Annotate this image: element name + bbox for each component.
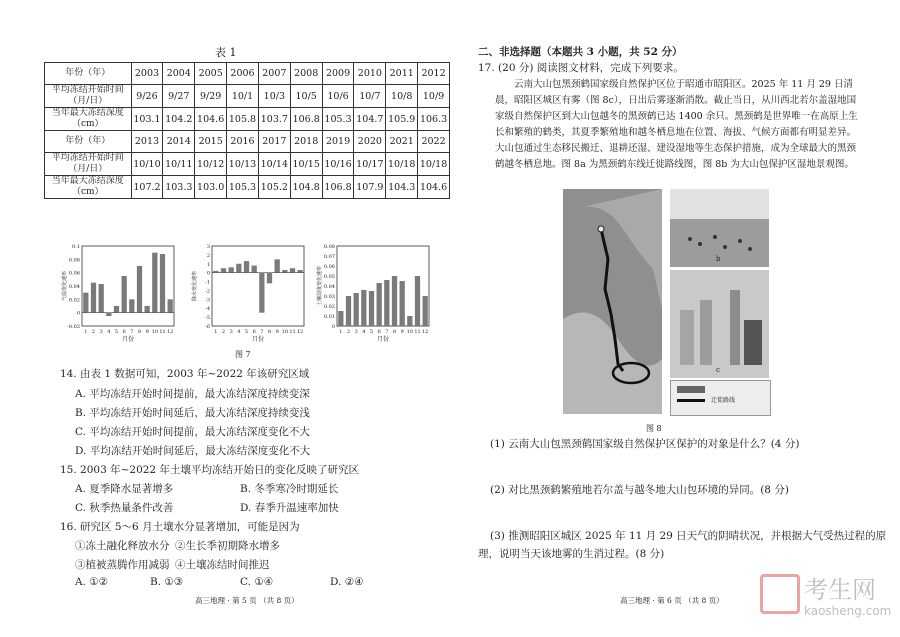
table-cell: 2003 <box>131 63 163 85</box>
table-cell: 107.2 <box>131 176 163 199</box>
table-cell: 2020 <box>354 131 386 153</box>
table-cell: 9/29 <box>195 85 227 108</box>
table-cell: 2014 <box>163 131 195 153</box>
table-cell: 106.3 <box>418 108 450 131</box>
q15-option-b[interactable]: B. 冬季寒冷时期延长 <box>240 483 339 495</box>
y-tick-label: 3 <box>206 244 210 250</box>
figure-8b-wetland-photo <box>670 189 769 267</box>
x-tick-label: 1 <box>339 329 343 335</box>
bar-month-1 <box>338 311 343 326</box>
y-tick-label: -3 <box>205 297 210 304</box>
table-cell: 107.9 <box>354 176 386 199</box>
bar-month-11 <box>160 254 165 313</box>
bar-month-3 <box>229 267 234 272</box>
y-tick-label: 0.1 <box>72 244 80 250</box>
bar-month-5 <box>114 306 119 313</box>
x-tick-label: 9 <box>400 329 404 335</box>
y-tick-label: 0.03 <box>323 294 335 300</box>
table-cell: 10/7 <box>354 85 386 108</box>
bar-month-10 <box>152 253 157 313</box>
table-cell: 104.3 <box>386 176 418 199</box>
x-tick-label: 5 <box>369 329 374 335</box>
x-axis-label: 月份 <box>376 336 390 343</box>
kaosheng-watermark <box>760 568 895 630</box>
x-tick-label: 3 <box>229 329 233 335</box>
bar-month-11 <box>415 276 420 326</box>
table-cell: 9/27 <box>163 85 195 108</box>
figure-7-charts <box>60 240 430 351</box>
table-row <box>45 153 450 176</box>
label-b: b <box>716 255 721 263</box>
section-heading: 二、非选择题（本题共 3 小题，共 52 分） <box>478 46 683 58</box>
bar-month-2 <box>346 296 351 326</box>
q14-option-d[interactable]: D. 平均冻结开始时间延后，最大冻结深度变化不大 <box>75 445 311 457</box>
table-cell: 10/13 <box>227 153 259 176</box>
bar-month-12 <box>423 296 428 326</box>
y-tick-label: -5 <box>205 315 210 322</box>
right-footer: 高三地理 · 第 6 页 （共 8 页） <box>620 596 724 605</box>
migration-route-map <box>563 189 662 414</box>
q14-option-c[interactable]: C. 平均冻结开始时间提前，最大冻结深度变化不大 <box>75 426 310 438</box>
table-cell: 104.8 <box>290 176 322 199</box>
table-cell: 106.8 <box>322 176 354 199</box>
table-cell: 10/5 <box>290 85 322 108</box>
bar-month-9 <box>275 259 280 272</box>
figure-7-caption: 图 7 <box>235 350 251 359</box>
x-tick-label: 10 <box>281 329 289 335</box>
y-tick-label: 0.04 <box>323 284 335 290</box>
chart-frame <box>212 246 304 326</box>
q16-stem: 16. 研究区 5～6 月土壤水分显著增加，可能是因为 <box>60 521 300 533</box>
y-tick-label: -4 <box>205 306 210 313</box>
watermark-en: kaosheng.com <box>804 604 892 618</box>
table-row <box>45 85 450 108</box>
x-tick-label: 2 <box>91 329 96 335</box>
y-axis-label: 气温变化速率 <box>62 270 68 302</box>
bar-month-1 <box>213 271 218 273</box>
bar-month-9 <box>145 306 150 313</box>
y-tick-label: 1 <box>206 261 210 268</box>
x-tick-label: 7 <box>130 329 134 335</box>
bar-month-8 <box>267 273 272 284</box>
bar-month-11 <box>290 268 295 272</box>
x-tick-label: 12 <box>296 329 304 335</box>
y-tick-label: 0.01 <box>323 314 335 320</box>
table-cell: 105.9 <box>386 108 418 131</box>
q14-stem: 14. 由表 1 数据可知，2003 年~2022 年该研究区域 <box>60 368 310 380</box>
q17-sub-3-line1: (3) 推测昭阳区城区 2025 年 11 月 29 日天气的阴晴状况，并根据大气受热过程的原 <box>490 530 887 542</box>
x-tick-label: 7 <box>385 329 389 335</box>
table-cell: 104.7 <box>354 108 386 131</box>
table-cell: 2019 <box>322 131 354 153</box>
y-tick-label: -6 <box>205 324 210 330</box>
q17-sub-1: (1) 云南大山包黑颈鹤国家级自然保护区保护的对象是什么？(4 分) <box>490 438 800 450</box>
table-cell: 2018 <box>290 131 322 153</box>
table-cell: 105.2 <box>258 176 290 199</box>
watermark-logo-icon <box>760 574 800 614</box>
table-cell: 106.8 <box>290 108 322 131</box>
table-cell: 2013 <box>131 131 163 153</box>
bar-month-4 <box>236 264 241 273</box>
table-cell: 2022 <box>418 131 450 153</box>
x-tick-label: 1 <box>84 329 88 335</box>
bar-month-2 <box>221 268 226 272</box>
table-cell: 10/6 <box>322 85 354 108</box>
q16-option-c[interactable]: C. ①④ <box>240 576 274 588</box>
bar-month-6 <box>252 266 257 273</box>
table-cell: 2007 <box>258 63 290 85</box>
table-row <box>45 63 450 85</box>
table-cell: 2006 <box>227 63 259 85</box>
table-cell: 10/18 <box>418 153 450 176</box>
bar-month-10 <box>282 270 287 273</box>
table-cell: 2005 <box>195 63 227 85</box>
table-cell: 10/8 <box>386 85 418 108</box>
table-cell: 104.6 <box>418 176 450 199</box>
y-tick-label: -1 <box>205 279 210 286</box>
q16-option-a[interactable]: A. ①② <box>75 576 109 588</box>
table-cell: 2008 <box>290 63 322 85</box>
data-table <box>44 62 450 199</box>
y-tick-label: -0.02 <box>67 324 80 330</box>
q15-option-a[interactable]: A. 夏季降水显著增多 <box>75 483 174 495</box>
x-tick-label: 8 <box>392 329 397 335</box>
row-label-cell: 年份（年） <box>45 63 132 85</box>
x-tick-label: 9 <box>145 329 149 335</box>
legend-route-label: 迁徙路线 <box>711 397 736 404</box>
row-label-cell: 当年最大冻结深度（cm） <box>45 176 132 199</box>
x-tick-label: 12 <box>166 329 174 335</box>
q16-option-b[interactable]: B. ①③ <box>150 576 184 588</box>
x-tick-label: 11 <box>159 329 166 335</box>
left-footer: 高三地理 · 第 5 页 （共 8 页） <box>195 596 299 605</box>
bar-month-7 <box>259 273 264 313</box>
bar-month-4 <box>106 313 111 316</box>
y-tick-label: 0.07 <box>323 254 335 260</box>
table-cell: 105.3 <box>227 176 259 199</box>
table-row <box>45 131 450 153</box>
x-tick-label: 11 <box>289 329 296 335</box>
y-tick-label: 0.06 <box>323 264 335 270</box>
table-cell: 10/15 <box>290 153 322 176</box>
row-label-cell: 平均冻结开始时间（月/日） <box>45 153 132 176</box>
q16-statement-2: ②生长季初期降水增多 <box>175 540 280 552</box>
bar-charts-svg <box>60 240 430 348</box>
x-tick-label: 4 <box>107 329 111 335</box>
x-tick-label: 3 <box>354 329 358 335</box>
table-title: 表 1 <box>215 46 237 59</box>
table-cell: 2015 <box>195 131 227 153</box>
bar-month-2 <box>91 283 96 313</box>
x-tick-label: 12 <box>421 329 429 335</box>
table-cell: 103.3 <box>163 176 195 199</box>
fog-photo-art <box>670 270 769 378</box>
bar-month-5 <box>369 291 374 326</box>
x-tick-label: 9 <box>275 329 279 335</box>
y-tick-label: 0 <box>331 324 335 330</box>
bar-month-10 <box>407 316 412 326</box>
bar-month-6 <box>122 276 127 313</box>
bar-month-7 <box>129 299 134 312</box>
watermark-cn: 考生网 <box>804 576 876 604</box>
table-cell: 10/10 <box>131 153 163 176</box>
table-row <box>45 108 450 131</box>
y-tick-label: 0 <box>206 270 210 277</box>
y-axis-label: 降水变化速率 <box>192 270 198 302</box>
table-cell: 2017 <box>258 131 290 153</box>
table-cell: 10/1 <box>227 85 259 108</box>
q14-option-a[interactable]: A. 平均冻结开始时间提前，最大冻结深度持续变深 <box>75 388 310 400</box>
q16-statement-3: ③植被蒸腾作用减弱 <box>75 559 170 571</box>
y-tick-label: 0.02 <box>323 304 335 310</box>
bar-month-5 <box>244 261 249 273</box>
table-cell: 2004 <box>163 63 195 85</box>
row-label-cell: 当年最大冻结深度（cm） <box>45 108 132 131</box>
table-cell: 10/18 <box>386 153 418 176</box>
table-cell: 103.1 <box>131 108 163 131</box>
figure-8-legend <box>670 380 771 416</box>
x-axis-label: 月份 <box>121 336 135 343</box>
x-tick-label: 2 <box>221 329 226 335</box>
x-tick-label: 11 <box>414 329 421 335</box>
table-cell: 105.3 <box>322 108 354 131</box>
y-tick-label: 0.08 <box>68 257 80 264</box>
table-cell: 2016 <box>227 131 259 153</box>
x-tick-label: 6 <box>377 329 381 335</box>
q14-option-b[interactable]: B. 平均冻结开始时间延后，最大冻结深度持续变浅 <box>75 407 310 419</box>
table-cell: 10/17 <box>354 153 386 176</box>
q17-sub-3-line2: 理，说明当天该地雾的生消过程。(8 分) <box>478 548 665 560</box>
label-c: c <box>716 366 720 374</box>
row-label-cell: 年份（年） <box>45 131 132 153</box>
table-cell: 105.8 <box>227 108 259 131</box>
bar-month-8 <box>137 266 142 313</box>
y-tick-label: 0.02 <box>68 297 80 304</box>
row-label-cell: 平均冻结开始时间（月/日） <box>45 85 132 108</box>
x-tick-label: 6 <box>122 329 126 335</box>
x-tick-label: 4 <box>362 329 366 335</box>
q16-statement-4: ④土壤冻结时间推迟 <box>175 559 270 571</box>
q17-heading: 17. (20 分) 阅读图文材料，完成下列要求。 <box>478 62 684 74</box>
table-cell: 103.0 <box>195 176 227 199</box>
x-tick-label: 4 <box>237 329 241 335</box>
x-tick-label: 5 <box>114 329 119 335</box>
y-axis-label: 土壤湿度变化速率 <box>317 265 323 307</box>
y-tick-label: 0.05 <box>323 274 335 280</box>
table-cell: 10/12 <box>195 153 227 176</box>
bar-month-12 <box>298 270 303 273</box>
bar-month-6 <box>377 283 382 326</box>
x-tick-label: 1 <box>214 329 218 335</box>
x-tick-label: 8 <box>267 329 272 335</box>
table-cell: 10/14 <box>258 153 290 176</box>
table-cell: 10/9 <box>418 85 450 108</box>
q16-statement-1: ①冻土融化释放水分 <box>75 540 170 552</box>
table-cell: 10/16 <box>322 153 354 176</box>
bar-month-7 <box>384 280 389 326</box>
x-tick-label: 7 <box>260 329 264 335</box>
y-tick-label: 0.06 <box>68 270 80 277</box>
x-tick-label: 6 <box>252 329 256 335</box>
table-cell: 2010 <box>354 63 386 85</box>
table-cell: 2009 <box>322 63 354 85</box>
table-cell: 2021 <box>386 131 418 153</box>
bar-month-12 <box>168 299 173 312</box>
figure-8c-fog-photo <box>670 270 769 378</box>
x-tick-label: 2 <box>346 329 351 335</box>
x-tick-label: 8 <box>137 329 142 335</box>
bar-month-3 <box>99 284 104 313</box>
legend-swatch <box>677 386 705 393</box>
y-tick-label: 2 <box>206 252 210 259</box>
table-cell: 10/11 <box>163 153 195 176</box>
legend-route-line <box>677 399 705 402</box>
x-tick-label: 10 <box>406 329 414 335</box>
bar-month-9 <box>400 281 405 326</box>
y-tick-label: -2 <box>205 288 210 295</box>
x-tick-label: 10 <box>151 329 159 335</box>
q17-passage: 云南大山包黑颈鹤国家级自然保护区位于昭通市昭阳区。2025 年 11 月 29 日清晨，昭阳区城区有雾（图 8c），日出后雾逐渐消散。截止当日，从川西北若尔盖湿地国家级自然保护区到大山包越冬的黑颈鹤已达 1400 余只。黑颈鹤是世界唯一在高原上生长和繁殖的鹤类，其夏季繁殖地和越冬栖息地在位置、海拔、气候方面都有明显差异。大山包通过生态移民搬迁、退耕还湿、建设湿地等生态保护措施，成为全球最大的黑颈鹤越冬栖息地。图 8a 为黑颈鹤东线迁徙路线图，图 8b 为大山包保护区湿地景观图。 <box>495 79 858 170</box>
figure-8a-map <box>563 189 662 414</box>
table-row <box>45 176 450 199</box>
table-cell: 2012 <box>418 63 450 85</box>
q16-option-d[interactable]: D. ②④ <box>330 576 364 588</box>
bar-month-8 <box>392 276 397 326</box>
bar-month-4 <box>361 290 366 326</box>
q15-stem: 15. 2003 年~2022 年土壤平均冻结开始日的变化反映了研究区 <box>60 464 359 476</box>
x-axis-label: 月份 <box>251 336 265 343</box>
q15-option-d[interactable]: D. 春季升温速率加快 <box>240 502 339 514</box>
q17-sub-2: (2) 对比黑颈鹤繁殖地若尔盖与越冬地大山包环境的异同。(8 分) <box>490 484 789 496</box>
table-cell: 2011 <box>386 63 418 85</box>
table-cell: 9/26 <box>131 85 163 108</box>
bar-month-1 <box>83 293 88 313</box>
table-cell: 103.7 <box>258 108 290 131</box>
y-tick-label: 0.04 <box>68 284 80 290</box>
bar-month-3 <box>354 293 359 326</box>
y-tick-label: 0.08 <box>323 244 335 250</box>
y-tick-label: 0 <box>76 310 80 317</box>
x-tick-label: 3 <box>99 329 103 335</box>
table-cell: 104.6 <box>195 108 227 131</box>
x-tick-label: 5 <box>244 329 249 335</box>
q15-option-c[interactable]: C. 秋季热量条件改善 <box>75 502 174 514</box>
table-cell: 104.2 <box>163 108 195 131</box>
table-cell: 10/3 <box>258 85 290 108</box>
figure-8-caption: 图 8 <box>646 424 662 433</box>
